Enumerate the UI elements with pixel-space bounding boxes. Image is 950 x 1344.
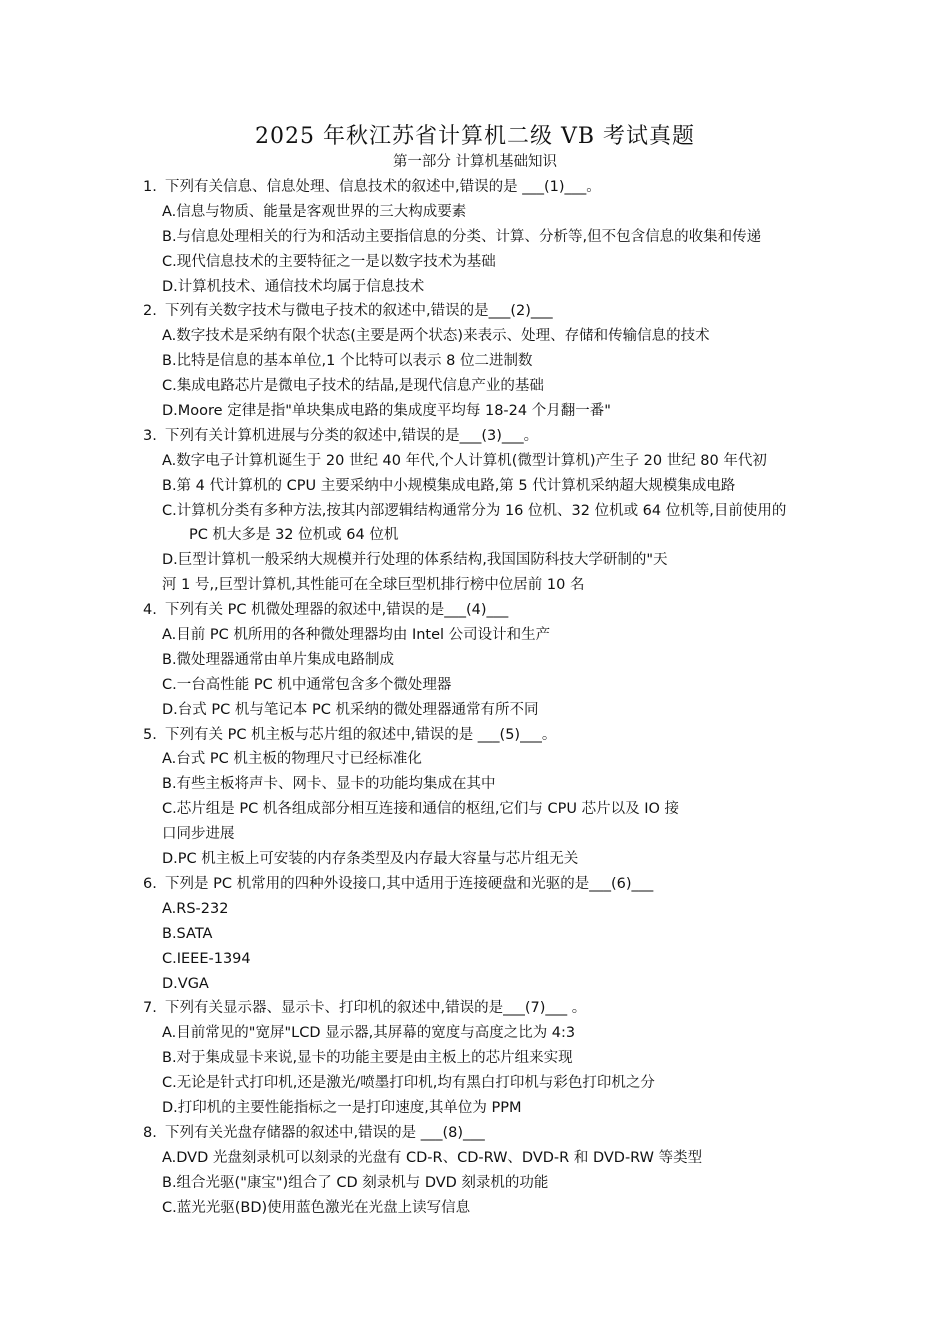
option-d: D.VGA — [162, 975, 209, 992]
option-a: A.RS-232 — [162, 900, 229, 917]
section-subtitle: 第一部分 计算机基础知识 — [392, 154, 558, 170]
question-text: 下列有关计算机进展与分类的叙述中,错误的是___(3)___。 — [165, 427, 539, 444]
option-c: C.蓝光光驱(BD)使用蓝色激光在光盘上读写信息 — [162, 1199, 471, 1216]
option-b: B.与信息处理相关的行为和活动主要指信息的分类、计算、分析等,但不包含信息的收集和传递 — [162, 228, 762, 245]
question-number: 2. — [143, 303, 157, 320]
question-number: 1. — [143, 179, 157, 195]
option-d: D.Moore 定律是指"单块集成电路的集成度平均每 18-24 个月翻一番" — [162, 403, 611, 420]
question-stem — [143, 424, 823, 449]
question-text: 下列有关 PC 机微处理器的叙述中,错误的是___(4)___ — [165, 602, 509, 619]
question-number: 4. — [143, 602, 157, 619]
option-b: B.对于集成显卡来说,显卡的功能主要是由主板上的芯片组来实现 — [162, 1050, 573, 1067]
question-stem — [143, 1121, 823, 1146]
option-a: A.数字技术是采纳有限个状态(主要是两个状态)来表示、处理、存储和传输信息的技术 — [162, 328, 710, 345]
option-b: B.有些主板将声卡、网卡、显卡的功能均集成在其中 — [162, 776, 496, 793]
option-d-continued: 河 1 号,,巨型计算机,其性能可在全球巨型机排行榜中位居前 10 名 — [162, 577, 585, 594]
option-c: C.芯片组是 PC 机各组成部分相互连接和通信的枢纽,它们与 CPU 芯片以及 IO 接 — [162, 801, 680, 818]
option-a: A.目前 PC 机所用的各种微处理器均由 Intel 公司设计和生产 — [162, 627, 551, 644]
question-stem — [143, 175, 823, 200]
question-number: 8. — [143, 1124, 157, 1141]
option-c-continued: PC 机大多是 32 位机或 64 位机 — [189, 527, 399, 544]
question-number: 3. — [143, 427, 157, 444]
option-a: A.信息与物质、能量是客观世界的三大构成要素 — [162, 203, 467, 220]
question-stem — [143, 299, 823, 324]
option-d: D.巨型计算机一般采纳大规模并行处理的体系结构,我国国防科技大学研制的"天 — [162, 552, 668, 569]
option-c: C.无论是针式打印机,还是激光/喷墨打印机,均有黑白打印机与彩色打印机之分 — [162, 1075, 655, 1092]
option-d: D.PC 机主板上可安装的内存条类型及内存最大容量与芯片组无关 — [162, 851, 579, 868]
option-b: B.SATA — [162, 925, 213, 942]
option-c: C.计算机分类有多种方法,按其内部逻辑结构通常分为 16 位机、32 位机或 64 位机等,目前使用的 — [162, 502, 787, 519]
question-text: 下列是 PC 机常用的四种外设接口,其中适用于连接硬盘和光驱的是___(6)___ — [165, 875, 654, 892]
option-b: B.第 4 代计算机的 CPU 主要采纳中小规模集成电路,第 5 代计算机采纳超大规模集成电路 — [162, 477, 736, 494]
option-a: A.台式 PC 机主板的物理尺寸已经标准化 — [162, 751, 422, 768]
option-b: B.微处理器通常由单片集成电路制成 — [162, 651, 395, 668]
option-d: D.打印机的主要性能指标之一是打印速度,其单位为 PPM — [162, 1099, 522, 1116]
question-number: 7. — [143, 1000, 157, 1017]
option-d: D.台式 PC 机与笔记本 PC 机采纳的微处理器通常有所不同 — [162, 701, 539, 718]
question-text: 下列有关显示器、显示卡、打印机的叙述中,错误的是___(7)___ 。 — [165, 1000, 587, 1017]
option-b: B.比特是信息的基本单位,1 个比特可以表示 8 位二进制数 — [162, 353, 533, 370]
question-text: 下列有关 PC 机主板与芯片组的叙述中,错误的是 ___(5)___。 — [165, 726, 557, 743]
option-c-continued: 口同步进展 — [162, 826, 235, 843]
question-text: 下列有关信息、信息处理、信息技术的叙述中,错误的是 ___(1)___。 — [165, 179, 601, 195]
option-d: D.计算机技术、通信技术均属于信息技术 — [162, 278, 425, 295]
question-number: 6. — [143, 875, 157, 892]
question-number: 5. — [143, 726, 157, 743]
question-stem — [143, 872, 823, 897]
question-text: 下列有关光盘存储器的叙述中,错误的是 ___(8)___ — [165, 1124, 485, 1141]
option-a: A.DVD 光盘刻录机可以刻录的光盘有 CD-R、CD-RW、DVD-R 和 DVD-RW 等类型 — [162, 1149, 703, 1166]
option-c: C.现代信息技术的主要特征之一是以数字技术为基础 — [162, 253, 496, 270]
question-text: 下列有关数字技术与微电子技术的叙述中,错误的是___(2)___ — [165, 303, 553, 320]
page-title: 2025 年秋江苏省计算机二级 VB 考试真题 — [254, 124, 696, 149]
option-b: B.组合光驱("康宝")组合了 CD 刻录机与 DVD 刻录机的功能 — [162, 1174, 549, 1191]
question-stem — [143, 996, 823, 1021]
option-c: C.一台高性能 PC 机中通常包含多个微处理器 — [162, 676, 452, 693]
option-c: C.IEEE-1394 — [162, 950, 251, 967]
option-c: C.集成电路芯片是微电子技术的结晶,是现代信息产业的基础 — [162, 378, 544, 395]
option-a: A.数字电子计算机诞生于 20 世纪 40 年代,个人计算机(微型计算机)产生子 20 世纪 80 年代初 — [162, 452, 767, 469]
option-a: A.目前常见的"宽屏"LCD 显示器,其屏幕的宽度与高度之比为 4:3 — [162, 1025, 576, 1042]
question-list — [143, 175, 823, 1220]
question-stem — [143, 723, 823, 748]
question-stem — [143, 598, 823, 623]
